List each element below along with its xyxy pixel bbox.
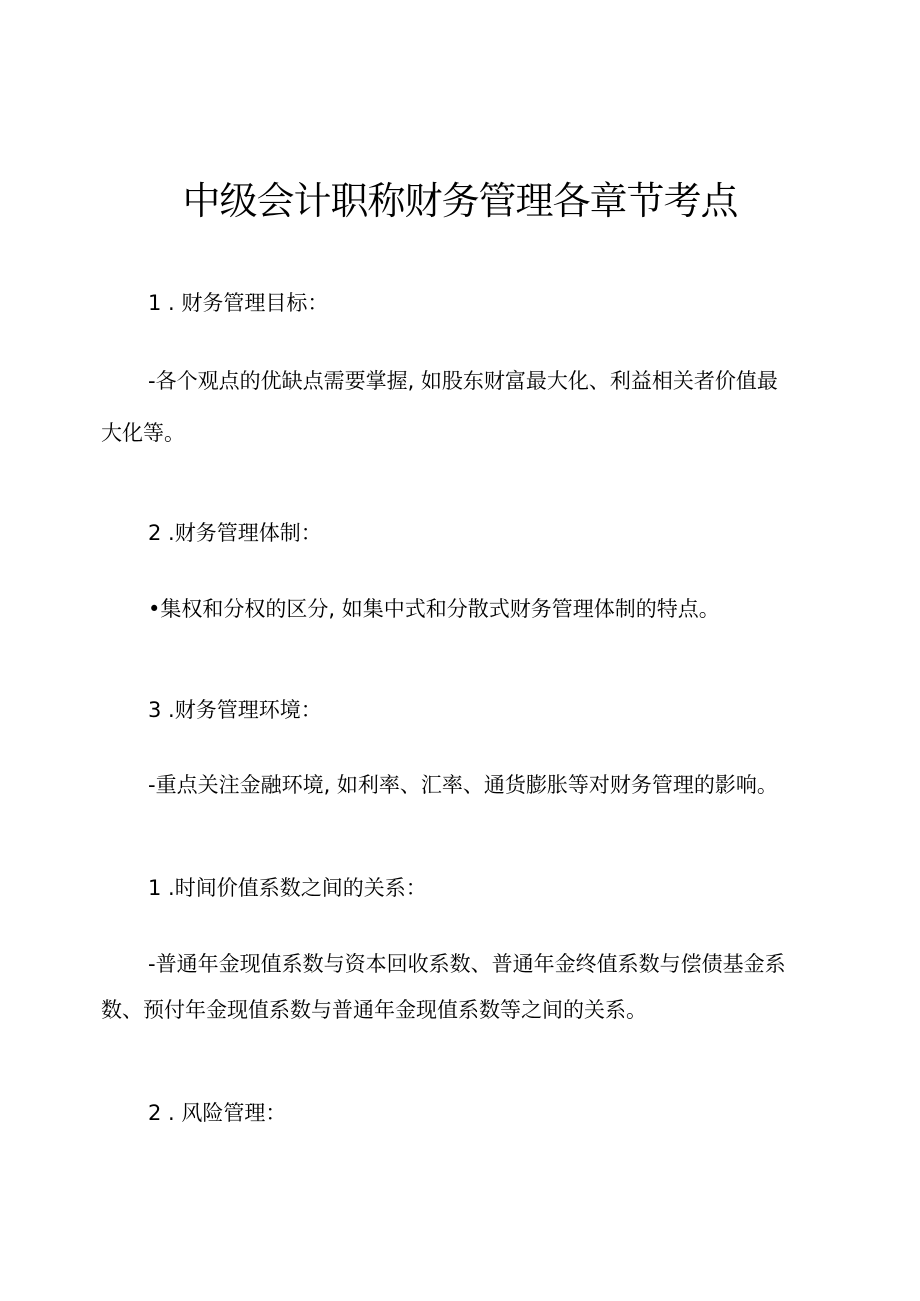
section-body-line: -普通年金现值系数与资本回收系数、普通年金终值系数与偿债基金系 [148, 952, 786, 976]
section-heading-4: 1 .时间价值系数之间的关系： [148, 876, 427, 900]
section-heading-3: 3 .财务管理环境： [148, 698, 322, 722]
section-heading-5: 2 . 风险管理： [148, 1101, 287, 1125]
section-heading-2: 2 .财务管理体制： [148, 521, 322, 545]
section-body-line: 大化等。 [101, 421, 185, 445]
section-body-line: -各个观点的优缺点需要掌握, 如股东财富最大化、利益相关者价值最 [148, 369, 778, 393]
section-body-line: •集权和分权的区分, 如集中式和分散式财务管理体制的特点。 [148, 597, 720, 621]
section-body-line: 数、预付年金现值系数与普通年金现值系数等之间的关系。 [101, 998, 647, 1022]
section-body-line: -重点关注金融环境, 如利率、汇率、通货膨胀等对财务管理的影响。 [148, 773, 778, 797]
section-heading-1: 1 . 财务管理目标： [148, 291, 329, 315]
document-title: 中级会计职称财务管理各章节考点 [182, 179, 738, 223]
